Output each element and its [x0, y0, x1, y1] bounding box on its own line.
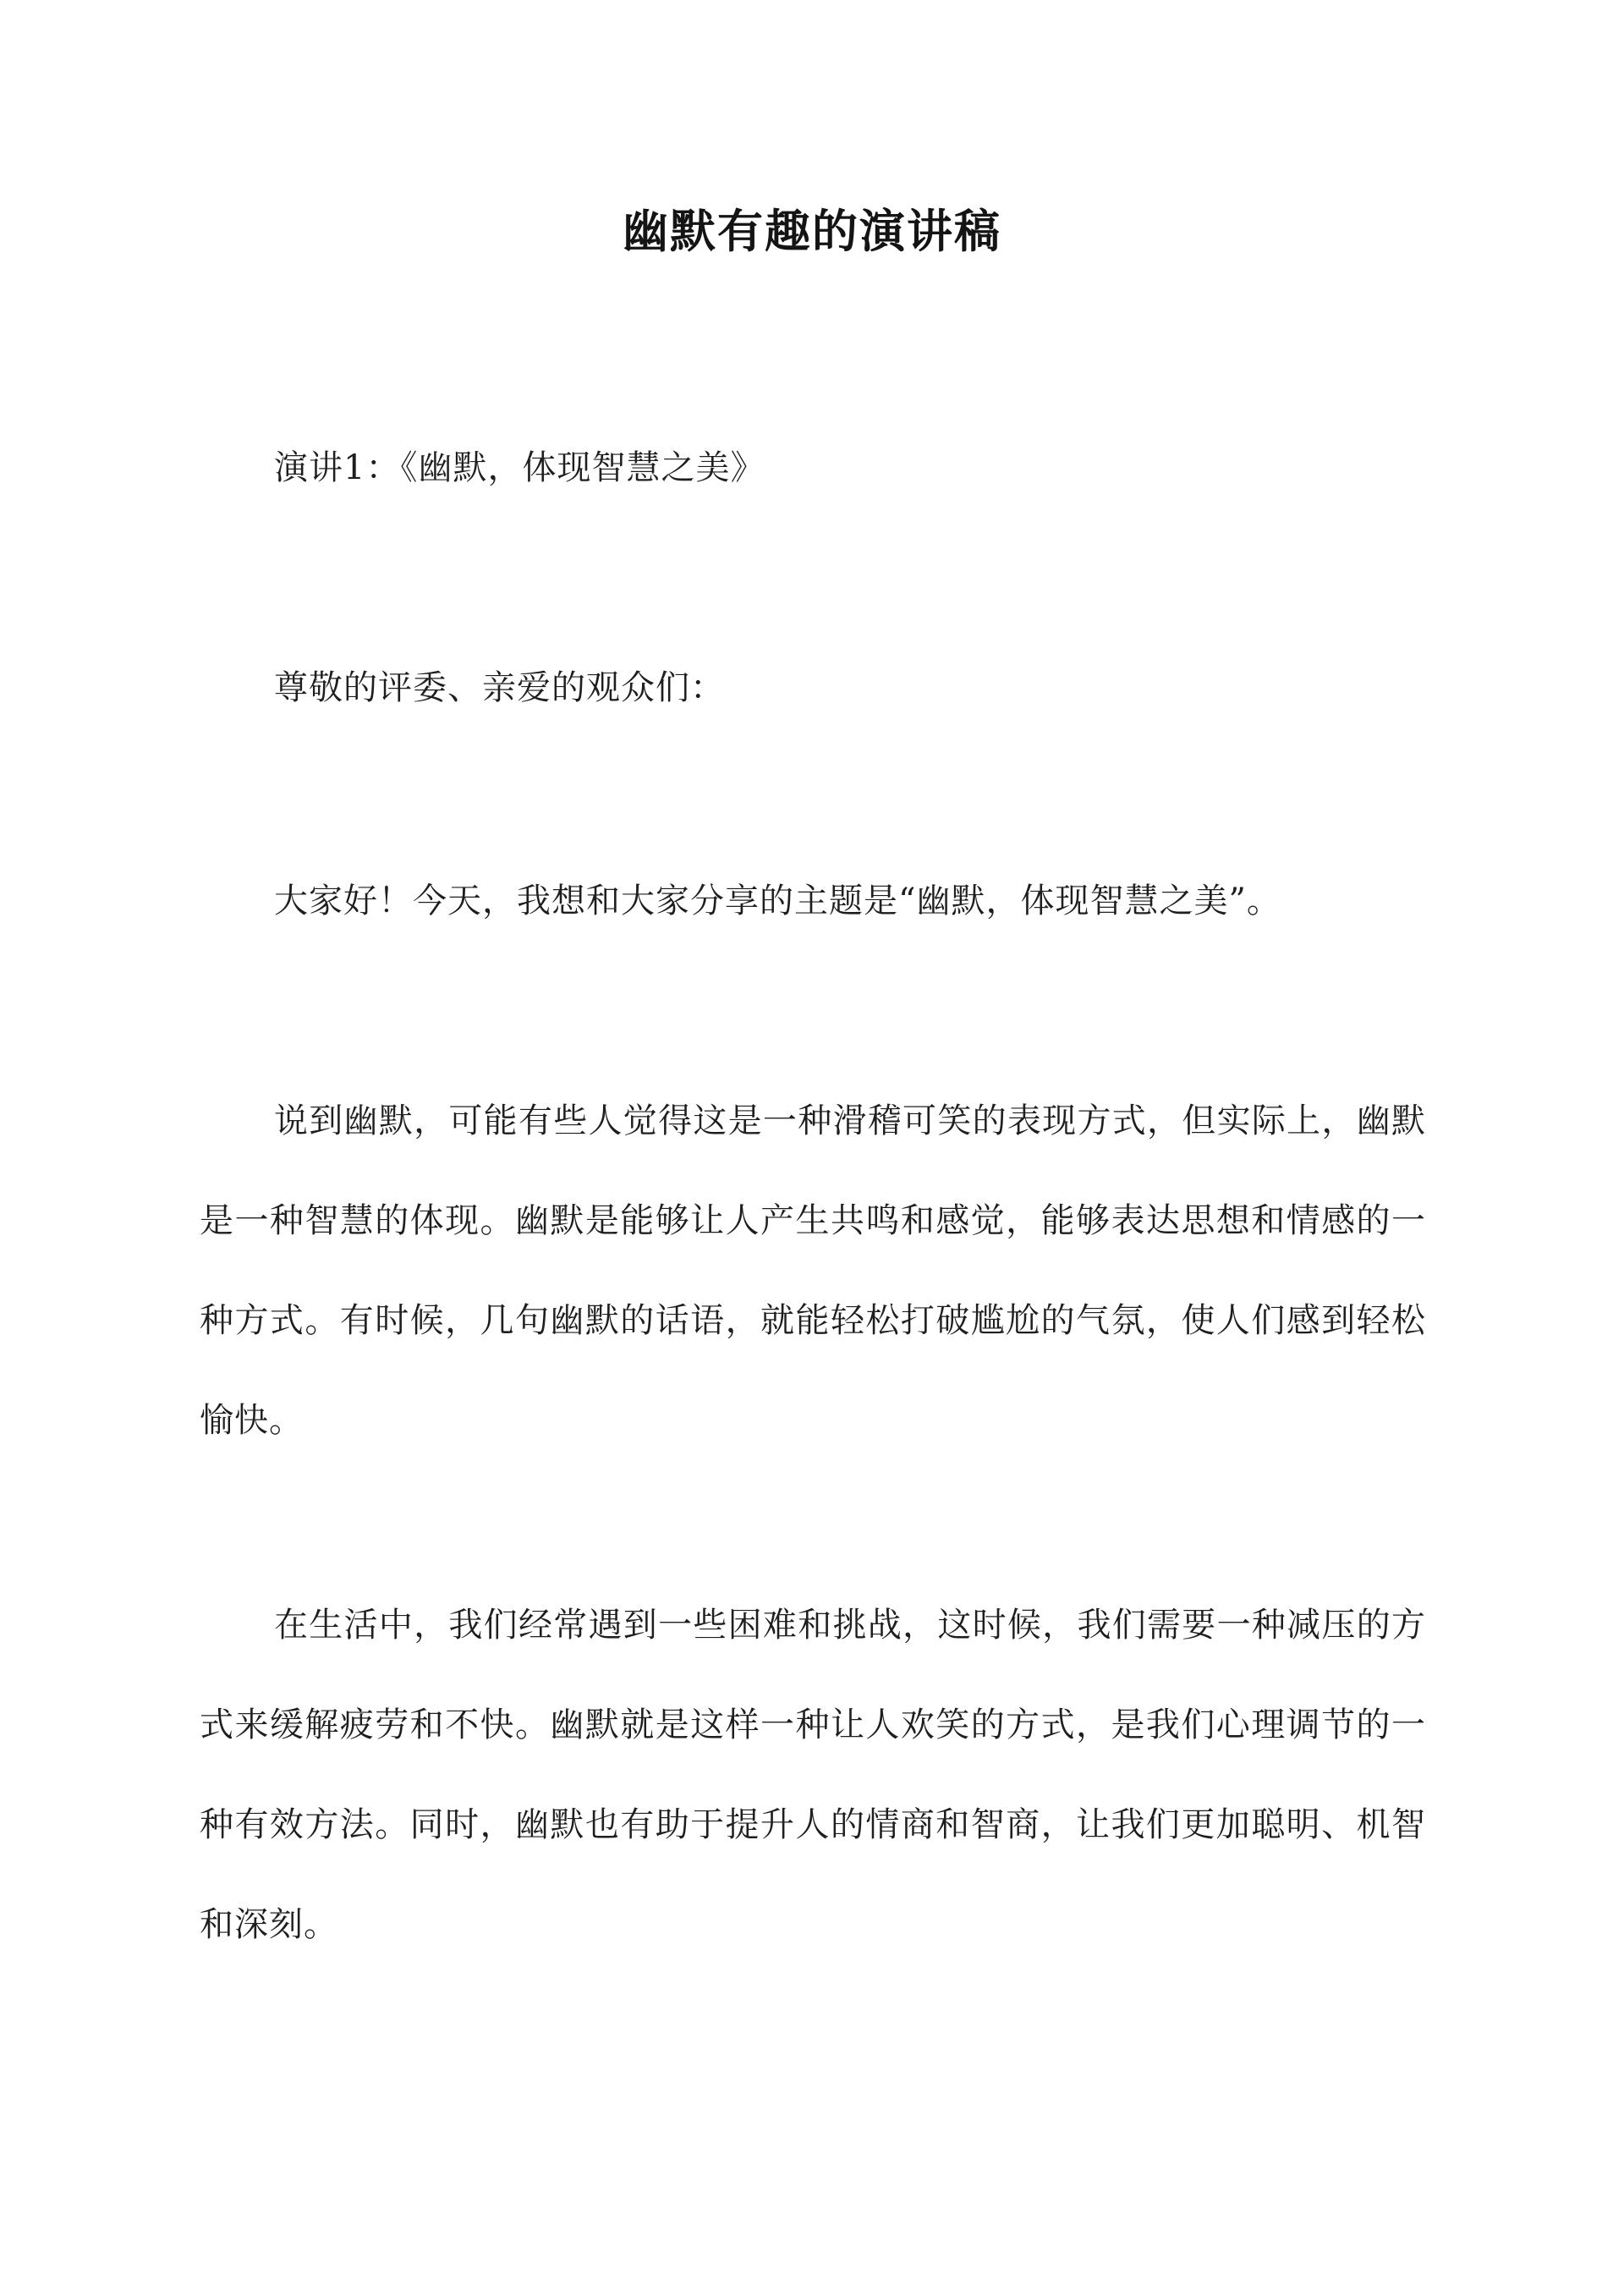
document-title: 幽默有趣的演讲稿: [623, 204, 1001, 258]
speech-heading: 演讲1：《幽默，体现智慧之美》: [274, 448, 765, 487]
body-paragraph: 在生活中，我们经常遇到一些困难和挑战，这时候，我们需要一种减压的方式来缓解疲劳和不快。幽默就是这样一种让人欢笑的方式，是我们心理调节的一种有效方法。同时，幽默也有助于提升人的情商和智商，让我们更加聪明、机智和深刻。: [200, 1606, 1426, 1944]
body-paragraph: 说到幽默，可能有些人觉得这是一种滑稽可笑的表现方式，但实际上，幽默是一种智慧的体现。幽默是能够让人产生共鸣和感觉，能够表达思想和情感的一种方式。有时候，几句幽默的话语，就能轻松打破尴尬的气氛，使人们感到轻松愉快。: [200, 1101, 1426, 1440]
salutation-paragraph: 尊敬的评委、亲爱的观众们：: [274, 668, 725, 707]
greeting-paragraph: 大家好！今天，我想和大家分享的主题是“幽默，体现智慧之美”。: [274, 882, 1281, 920]
